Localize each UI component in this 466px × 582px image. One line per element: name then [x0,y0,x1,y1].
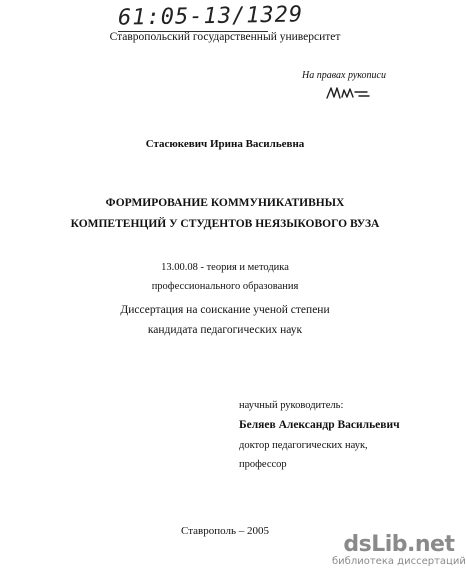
author-name: Стасюкевич Ирина Васильевна [145,138,305,150]
manuscript-note: На правах рукописи [302,70,386,81]
title-line: КОМПЕТЕНЦИЙ У СТУДЕНТОВ НЕЯЗЫКОВОГО ВУЗА [70,218,380,230]
advisor-name: Беляев Александр Васильевич [239,419,400,431]
advisor-degree: доктор педагогических наук, [239,440,368,451]
specialty [0,258,450,296]
watermark-subtitle: библиотека диссертаций [332,556,466,567]
university-name: Ставропольский государственный университет [109,31,341,43]
specialty-line: 13.00.08 - теория и методика [161,262,289,273]
handwritten-signature [325,83,371,103]
degree-line: кандидата педагогических наук [147,324,303,336]
advisor-label: научный руководитель: [239,400,344,411]
watermark [332,534,466,567]
degree-line: Диссертация на соискание ученой степени [120,304,330,316]
archive-code: 61:05-13/1329 [117,2,304,31]
degree-statement [0,300,450,340]
specialty-line: профессионального образования [151,281,299,292]
title-line: ФОРМИРОВАНИЕ КОММУНИКАТИВНЫХ [105,197,345,209]
watermark-brand: dsLib.net [343,532,455,557]
advisor-rank: профессор [239,459,287,470]
advisor-block [239,396,400,474]
city-year: Ставрополь – 2005 [181,525,269,537]
dissertation-title [0,193,450,235]
